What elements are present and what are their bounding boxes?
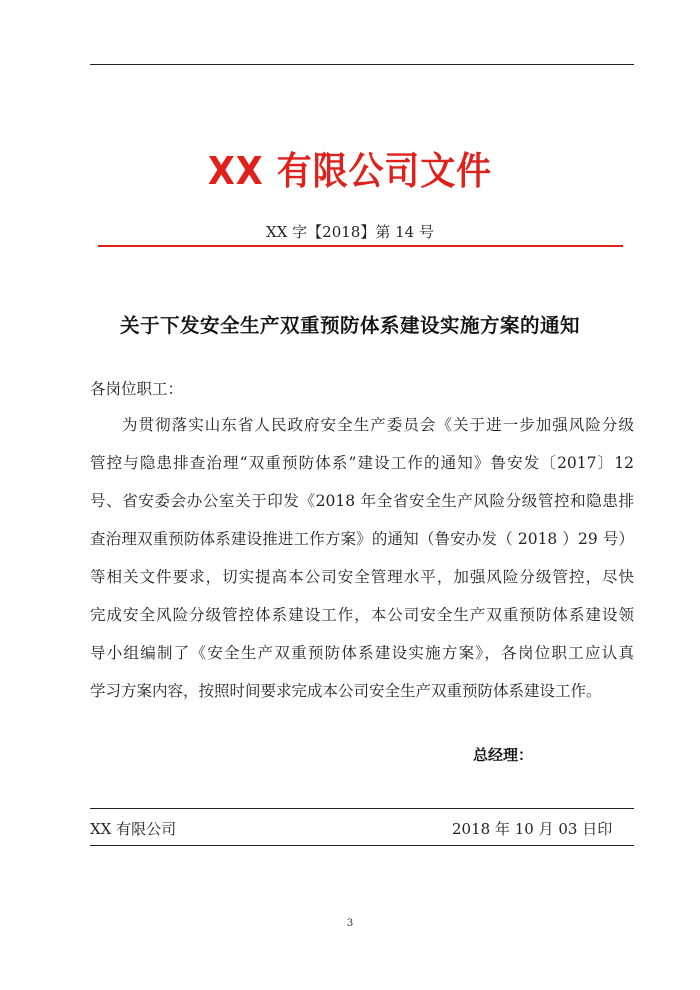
notice-title: 关于下发安全生产双重预防体系建设实施方案的通知: [119, 314, 580, 337]
body-line: 学习方案内容，按照时间要求完成本公司安全生产双重预防体系建设工作。: [90, 682, 602, 700]
print-date: 2018 年 10 月 03 日印: [452, 820, 613, 838]
top-divider: [90, 64, 634, 65]
salutation: 各岗位职工：: [90, 380, 184, 398]
body-line: 号、省安委会办公室关于印发《2018 年全省安全生产风险分级管控和隐患排: [90, 492, 634, 510]
body-line: 查治理双重预防体系建设推进工作方案》的通知（鲁安办发（ 2018 ）29 号）: [90, 530, 634, 548]
body-line: 管控与隐患排查治理“双重预防体系”建设工作的通知》鲁安发〔2017〕12: [90, 454, 634, 472]
org-header-title: XX 有限公司文件: [207, 149, 493, 193]
page-number: 3: [346, 918, 354, 929]
body-line: 完成安全风险分级管控体系建设工作，本公司安全生产双重预防体系建设领: [90, 606, 634, 624]
red-divider: [98, 245, 623, 247]
footer-divider-bottom: [90, 845, 634, 846]
footer-divider-top: [90, 808, 634, 809]
signature-label: 总经理：: [473, 746, 534, 764]
document-number: XX 字【2018】第 14 号: [266, 223, 434, 241]
body-line: 等相关文件要求，切实提高本公司安全管理水平，加强风险分级管控，尽快: [90, 568, 634, 586]
body-line: 为贯彻落实山东省人民政府安全生产委员会《关于进一步加强风险分级: [122, 416, 634, 434]
issuer-name: XX 有限公司: [90, 820, 177, 838]
body-line: 导小组编制了《安全生产双重预防体系建设实施方案》，各岗位职工应认真: [90, 644, 634, 662]
